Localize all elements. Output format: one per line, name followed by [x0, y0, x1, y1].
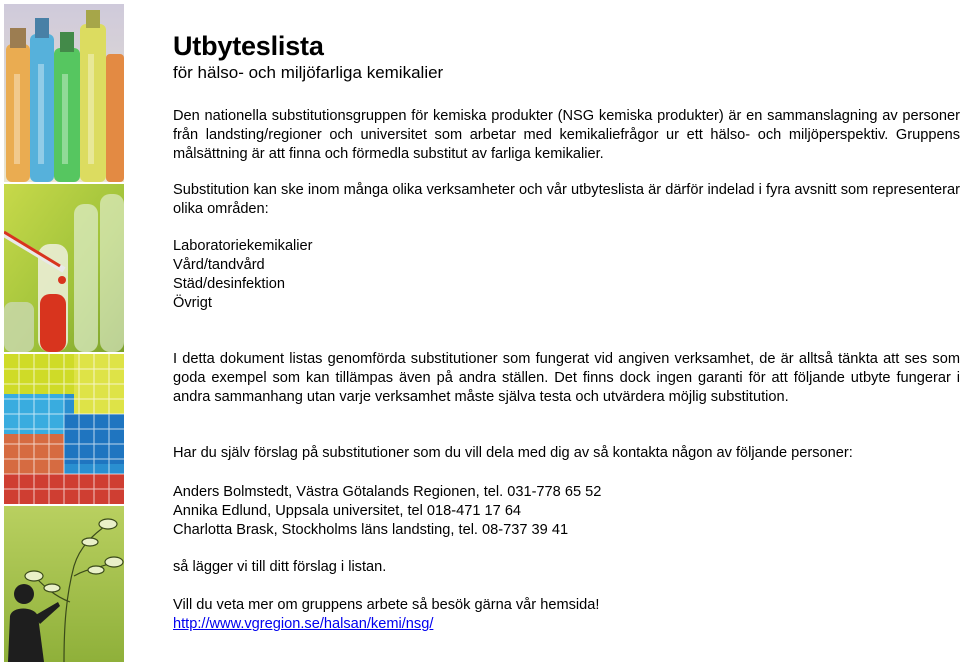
area-item: Vård/tandvård	[173, 257, 265, 273]
area-list	[173, 237, 313, 313]
contact-item: Charlotta Brask, Stockholms läns landsting, tel. 08-737 39 41	[173, 522, 569, 538]
contact-item: Anders Bolmstedt, Västra Götalands Regionen, tel. 031-778 65 52	[173, 484, 602, 500]
test-tubes-pipette-image	[4, 184, 124, 352]
image-strip	[4, 4, 124, 662]
contact-item: Annika Edlund, Uppsala universitet, tel 018-471 17 64	[173, 503, 522, 519]
area-item: Städ/desinfektion	[173, 276, 285, 292]
periodic-table-image	[4, 354, 124, 504]
document-note-paragraph: I detta dokument listas genomförda substitutioner som fungerat vid angiven verksamhet, de är alltså tänkta att ses som goda exempel som kan tillämpas även på andra ställen. Det finns dock ingen garanti för att följande utbyte fungerar i andra sammanhang utan varje verksamhet måste själva testa och utvärdera möjlig substitution.	[173, 351, 960, 405]
contact-list	[173, 483, 601, 540]
scientist-tree-image	[4, 506, 124, 662]
area-item: Laboratoriekemikalier	[173, 238, 313, 254]
document-subtitle: för hälso- och miljöfarliga kemikalier	[173, 63, 444, 82]
add-suggestion-text: så lägger vi till ditt förslag i listan.	[173, 559, 387, 575]
area-item: Övrigt	[173, 295, 212, 311]
document-content	[173, 30, 960, 632]
colored-bottles-image	[4, 4, 124, 182]
intro-paragraph: Den nationella substitutionsgruppen för kemiska produkter (NSG kemiska produkter) är en sammanslagning av personer från landsting/regioner och universitet som arbetar med kemikaliefrågor ur ett hälso- och miljöperspektiv. Gruppens målsättning är att finna och förmedla substitut av farliga kemikalier.	[173, 108, 960, 162]
homepage-link[interactable]: http://www.vgregion.se/halsan/kemi/nsg/	[173, 616, 434, 632]
more-info-text: Vill du veta mer om gruppens arbete så besök gärna vår hemsida!	[173, 597, 600, 613]
document-title: Utbyteslista	[173, 31, 324, 61]
substitution-paragraph: Substitution kan ske inom många olika verksamheter och vår utbyteslista är därför indelad i fyra avsnitt som representerar olika områden:	[173, 182, 960, 217]
contact-request-paragraph: Har du själv förslag på substitutioner som du vill dela med dig av så kontakta någon av följande personer:	[173, 445, 853, 461]
